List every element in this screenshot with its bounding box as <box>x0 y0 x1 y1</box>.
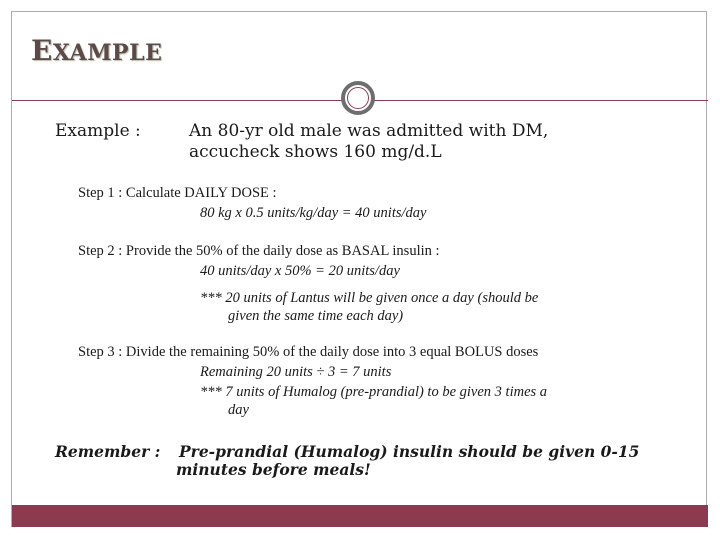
remember-line-2: minutes before meals! <box>176 460 371 479</box>
remember-line-1: Pre-prandial (Humalog) insulin should be given 0-15 <box>179 442 640 461</box>
step3-note-line2: day <box>228 402 249 418</box>
divider-circle-ornament <box>341 81 375 115</box>
step3-note-line1: *** 7 units of Humalog (pre-prandial) to be given 3 times a <box>200 384 548 400</box>
step2-heading: Step 2 : Provide the 50% of the daily dose as BASAL insulin : <box>78 243 440 259</box>
remember-label: Remember : <box>55 442 161 461</box>
title-rest: XAMPLE <box>52 40 163 66</box>
example-line-2: accucheck shows 160 mg/d.L <box>189 142 442 162</box>
step2-calculation: 40 units/day x 50% = 20 units/day <box>200 263 400 279</box>
slide-title <box>31 34 162 67</box>
step1-calculation: 80 kg x 0.5 units/kg/day = 40 units/day <box>200 205 427 221</box>
step2-note-line1: *** 20 units of Lantus will be given once a day (should be <box>200 290 539 306</box>
step3-calculation: Remaining 20 units ÷ 3 = 7 units <box>200 364 392 380</box>
example-line-1: An 80-yr old male was admitted with DM, <box>189 121 549 141</box>
example-label: Example : <box>55 121 141 141</box>
step2-note-line2: given the same time each day) <box>228 308 404 324</box>
step3-heading: Step 3 : Divide the remaining 50% of the daily dose into 3 equal BOLUS doses <box>78 344 539 360</box>
title-initial: E <box>31 34 53 67</box>
footer-bar <box>12 505 708 527</box>
step1-heading: Step 1 : Calculate DAILY DOSE : <box>78 185 277 201</box>
